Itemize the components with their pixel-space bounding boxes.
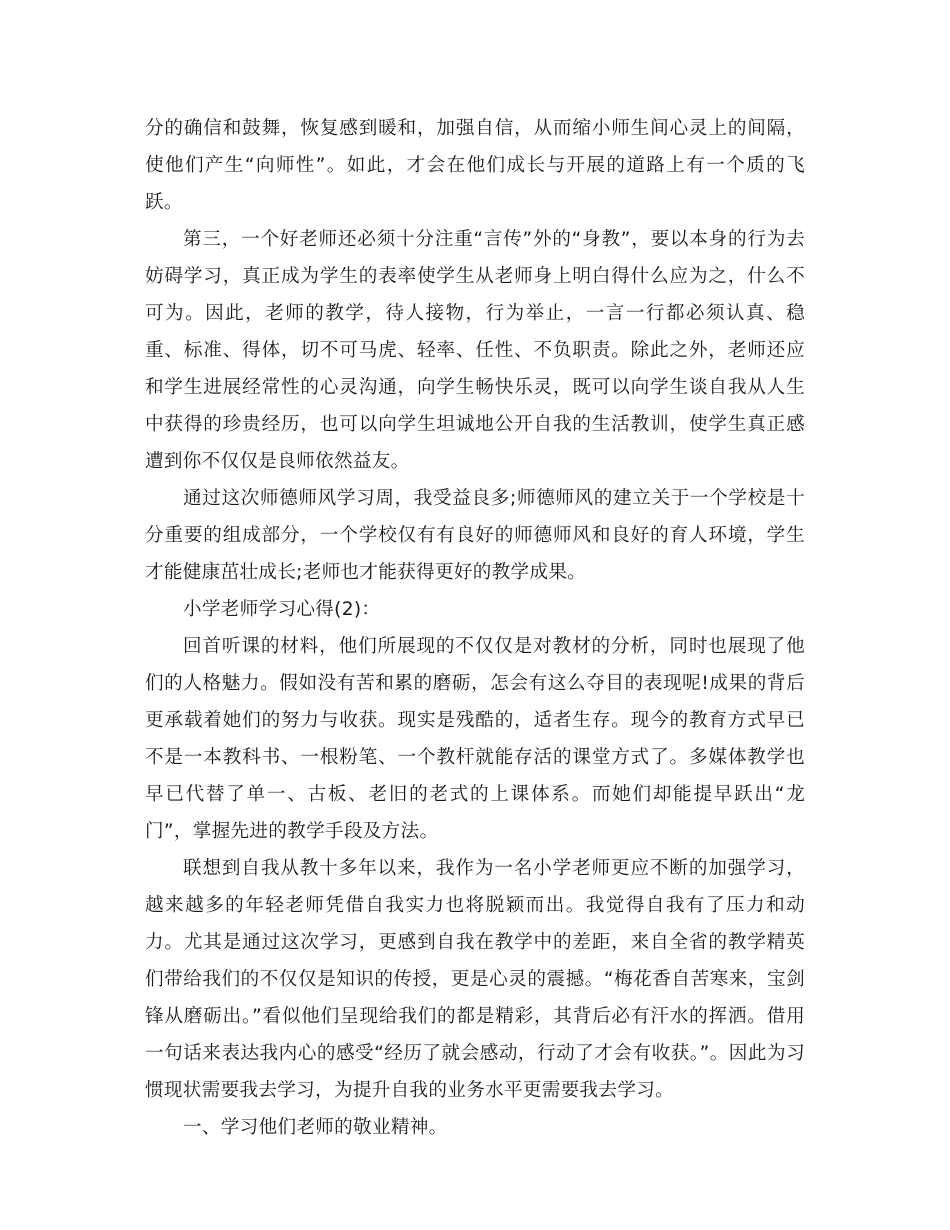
list-item-heading: 一、学习他们老师的敬业精神。 [183, 1117, 448, 1138]
paragraph-reflection: 联想到自我从教十多年以来，我作为一名小学老师更应不断的加强学习，越来越多的年轻老师凭借自我实力也将脱颖而出。我觉得自我有了压力和动力。尤其是通过这次学习，更感到自我在教学中的差距，来自全省的教学精英们带给我们的不仅仅是知识的传授，更是心灵的震撼。“梅花香自苦寒来，宝剑锋从磨砺出。”看似他们呈现给我们的都是精彩，其背后必有汗水的挥洒。借用一句话来表达我内心的感受“经历了就会感动，行动了才会有收获。”。因此为习惯现状需要我去学习，为提升自我的业务水平更需要我去学习。 [145, 858, 805, 1101]
section-heading: 小学老师学习心得(2)： [183, 599, 381, 620]
paragraph-continued: 分的确信和鼓舞，恢复感到暖和，加强自信，从而缩小师生间心灵上的间隔，使他们产生“向师性”。如此，才会在他们成长与开展的道路上有一个质的飞跃。 [145, 118, 805, 213]
paragraph-third-point: 第三，一个好老师还必须十分注重“言传”外的“身教”，要以本身的行为去妨碍学习，真正成为学生的表率使学生从老师身上明白得什么应为之，什么不可为。因此，老师的教学，待人接物，行为举止，一言一行都必须认真、稳重、标准、得体，切不可马虎、轻率、任性、不负职责。除此之外，老师还应和学生进展经常性的心灵沟通，向学生畅快乐灵，既可以向学生谈自我从人生中获得的珍贵经历，也可以向学生坦诚地公开自我的生活教训，使学生真正感遭到你不仅仅是良师依然益友。 [145, 229, 805, 472]
paragraph-summary: 通过这次师德师风学习周，我受益良多;师德师风的建立关于一个学校是十分重要的组成部分，一个学校仅有有良好的师德师风和良好的育人环境，学生才能健康茁壮成长;老师也才能获得更好的教学成果。 [145, 488, 805, 583]
paragraph-review: 回首听课的材料，他们所展现的不仅仅是对教材的分析，同时也展现了他们的人格魅力。假如没有苦和累的磨砺，怎会有这么夺目的表现呢!成果的背后更承载着她们的努力与收获。现实是残酷的，适者生存。现今的教育方式早已不是一本教科书、一根粉笔、一个教杆就能存活的课堂方式了。多媒体教学也早已代替了单一、古板、老旧的老式的上课体系。而她们却能提早跃出“龙门”，掌握先进的教学手段及方法。 [145, 636, 805, 842]
document-body [145, 110, 805, 1146]
